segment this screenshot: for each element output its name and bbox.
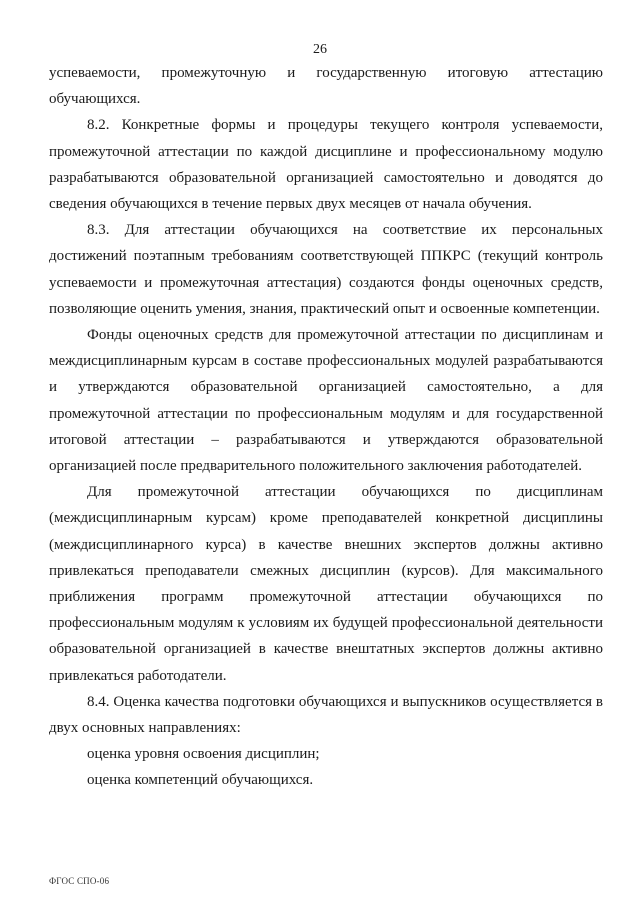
list-item-discipline-assessment: оценка уровня освоения дисциплин; [87,746,320,763]
paragraph-continuation: успеваемости, промежуточную и государственную итоговую аттестацию обучающихся. [49,65,603,108]
paragraph-8-3: 8.3. Для аттестации обучающихся на соответствие их персональных достижений поэтапным требованиям соответствующей ППКРС (текущий контроль успеваемости и промежуточная аттестация) создаются фонды оценочных средств, позволяющие оценить умения, знания, практический опыт и освоенные компетенции. [49,222,603,317]
list-item-competence-assessment: оценка компетенций обучающихся. [87,772,314,789]
paragraph-8-4: 8.4. Оценка качества подготовки обучающихся и выпускников осуществляется в двух основных направлениях: [49,693,603,737]
paragraph-8-2: 8.2. Конкретные формы и процедуры текущего контроля успеваемости, промежуточной аттестации по каждой дисциплине и профессиональному модулю разрабатываются образовательной организацией самостоятельно и доводятся до сведения обучающихся в течение первых двух месяцев от начала обучения. [49,117,603,213]
page-number: 26 [313,42,327,57]
document-body [49,60,603,794]
footer-document-code: ФГОС СПО-06 [49,876,110,886]
paragraph-assessment-funds: Фонды оценочных средств для промежуточной аттестации по дисциплинам и междисциплинарным курсам в составе профессиональных модулей разрабатываются и утверждаются образовательной организацией самостоятельно, а для промежуточной аттестации по профессиональным модулям и для государственной итоговой аттестации – разрабатываются и утверждаются образовательной организацией после предварительного положительного заключения работодателей. [49,327,603,475]
paragraph-external-experts: Для промежуточной аттестации обучающихся по дисциплинам (междисциплинарным курсам) кроме преподавателей конкретной дисциплины (междисциплинарного курса) в качестве внешних экспертов должны активно привлекаться преподаватели смежных дисциплин (курсов). Для максимального приближения программ промежуточной аттестации обучающихся по профессиональным модулям к условиям их будущей профессиональной деятельности образовательной организацией в качестве внештатных экспертов должны активно привлекаться работодатели. [49,484,603,684]
